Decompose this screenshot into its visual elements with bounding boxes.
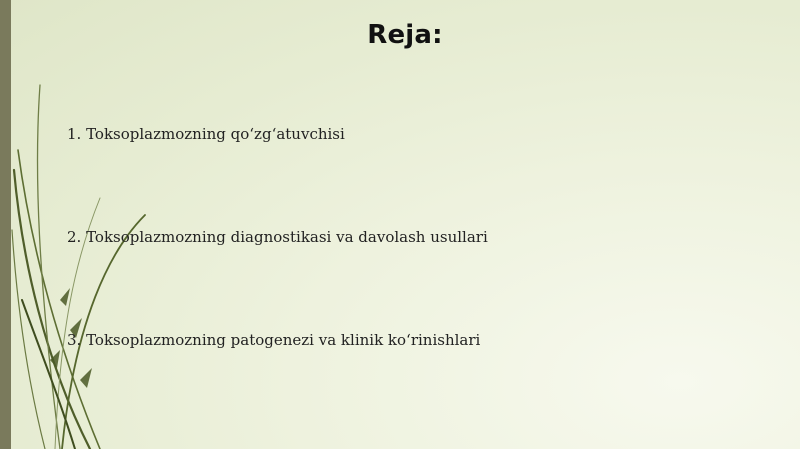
grass-decoration: [0, 0, 200, 449]
plan-item: 1. Toksoplazmozning qo‘zg‘atuvchisi: [67, 125, 345, 143]
plan-item: 3. Toksoplazmozning patogenezi va klinik ko‘rinishlari: [67, 331, 481, 349]
slide-title: Reja:: [367, 20, 443, 50]
plan-item: 2. Toksoplazmozning diagnostikasi va davolash usullari: [67, 228, 488, 246]
